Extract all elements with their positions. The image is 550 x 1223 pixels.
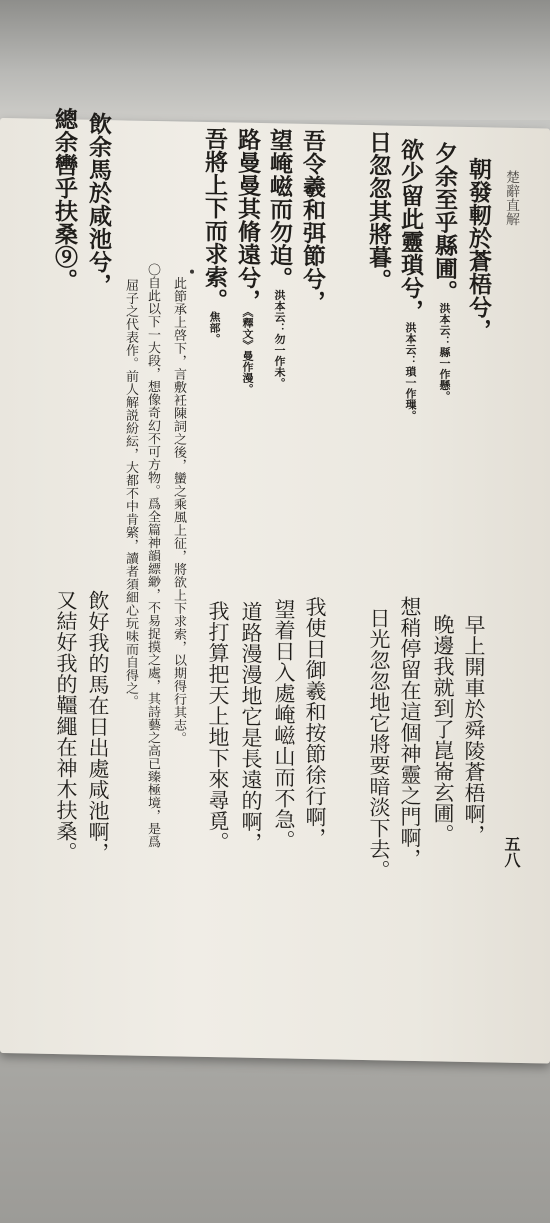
poem-line-6-text: 望崦嵫而勿迫。 <box>266 128 293 290</box>
translation-line-3: 想稍停留在這個神靈之門啊， <box>398 595 422 870</box>
book-page <box>0 106 550 1064</box>
poem-line-6-note: 洪本云：勿一作未。 <box>273 289 286 389</box>
poem-line-2-text: 夕余至乎縣圃。 <box>431 141 458 303</box>
poem-line-8-note: 焦部。 <box>208 310 221 345</box>
commentary-paragraph-2-line-2: 屈子之代表作。前人解説紛紜，大都不中肯綮，讀者須細心玩味而自得之。 <box>123 278 138 708</box>
translation-line-8: 我打算把天上地下來尋覓。 <box>206 599 230 853</box>
poem-line-1: 朝發軔於蒼梧兮， <box>465 156 492 342</box>
translation-line-1: 早上開車於舜陵蒼梧啊， <box>462 613 486 846</box>
poem-line-8-text: 吾將上下而求索。 <box>201 126 228 312</box>
poem-line-2 <box>433 141 456 401</box>
poem-line-7 <box>236 128 259 395</box>
poem-line-3-note: 洪本云：瑣一作璅。 <box>404 321 417 422</box>
poem-line-3 <box>399 138 422 421</box>
poem-line-5: 吾令羲和弭節兮， <box>299 128 326 314</box>
translation-line-2: 晚邊我就到了崑崙玄圃。 <box>431 613 455 845</box>
poem-line-9: 飲余馬於咸池兮， <box>85 111 112 297</box>
background-surface-bottom <box>0 1040 550 1223</box>
poem-line-6 <box>268 128 291 388</box>
poem-line-3-text: 欲少留此靈瑣兮， <box>397 137 424 323</box>
background-surface-top <box>0 0 550 120</box>
commentary-dot-marker <box>190 270 194 274</box>
running-header-title: 楚辭直解 <box>504 169 520 226</box>
translation-line-6: 望着日入處崦嵫山而不急。 <box>272 598 296 851</box>
poem-line-2-note: 洪本云：縣一作懸。 <box>438 302 451 402</box>
poem-line-7-text: 路曼曼其脩遠兮， <box>234 127 261 313</box>
poem-line-10: 總余轡乎扶桑⑨。 <box>51 106 78 292</box>
poem-line-7-note: 《釋文》曼作漫。 <box>241 311 254 395</box>
poem-line-8 <box>203 127 226 344</box>
poem-line-4: 日忽忽其將暮。 <box>365 130 392 292</box>
commentary-paragraph-1: 此節承上啓下，言敷衽陳詞之後，蠻之乘風上征，將欲上下求索，以期得行其志。 <box>171 276 186 745</box>
commentary-paragraph-2-line-1: 〇自此以下一大段，想像奇幻不可方物。爲全篇神韻縹緲，不易捉摸之處，其詩藝之高已臻極境，是爲 <box>145 262 160 849</box>
page-number: 五八 <box>502 835 521 869</box>
translation-line-7: 道路漫漫地它是長遠的啊， <box>239 600 263 854</box>
translation-line-10: 又結好我的韁繩在神木扶桑。 <box>54 589 78 863</box>
translation-line-4: 日光忽忽地它將要暗淡下去。 <box>367 607 391 881</box>
translation-line-9: 飲好我的馬在日出處咸池啊， <box>86 589 110 864</box>
translation-line-5: 我使日御羲和按節徐行啊， <box>303 595 327 849</box>
